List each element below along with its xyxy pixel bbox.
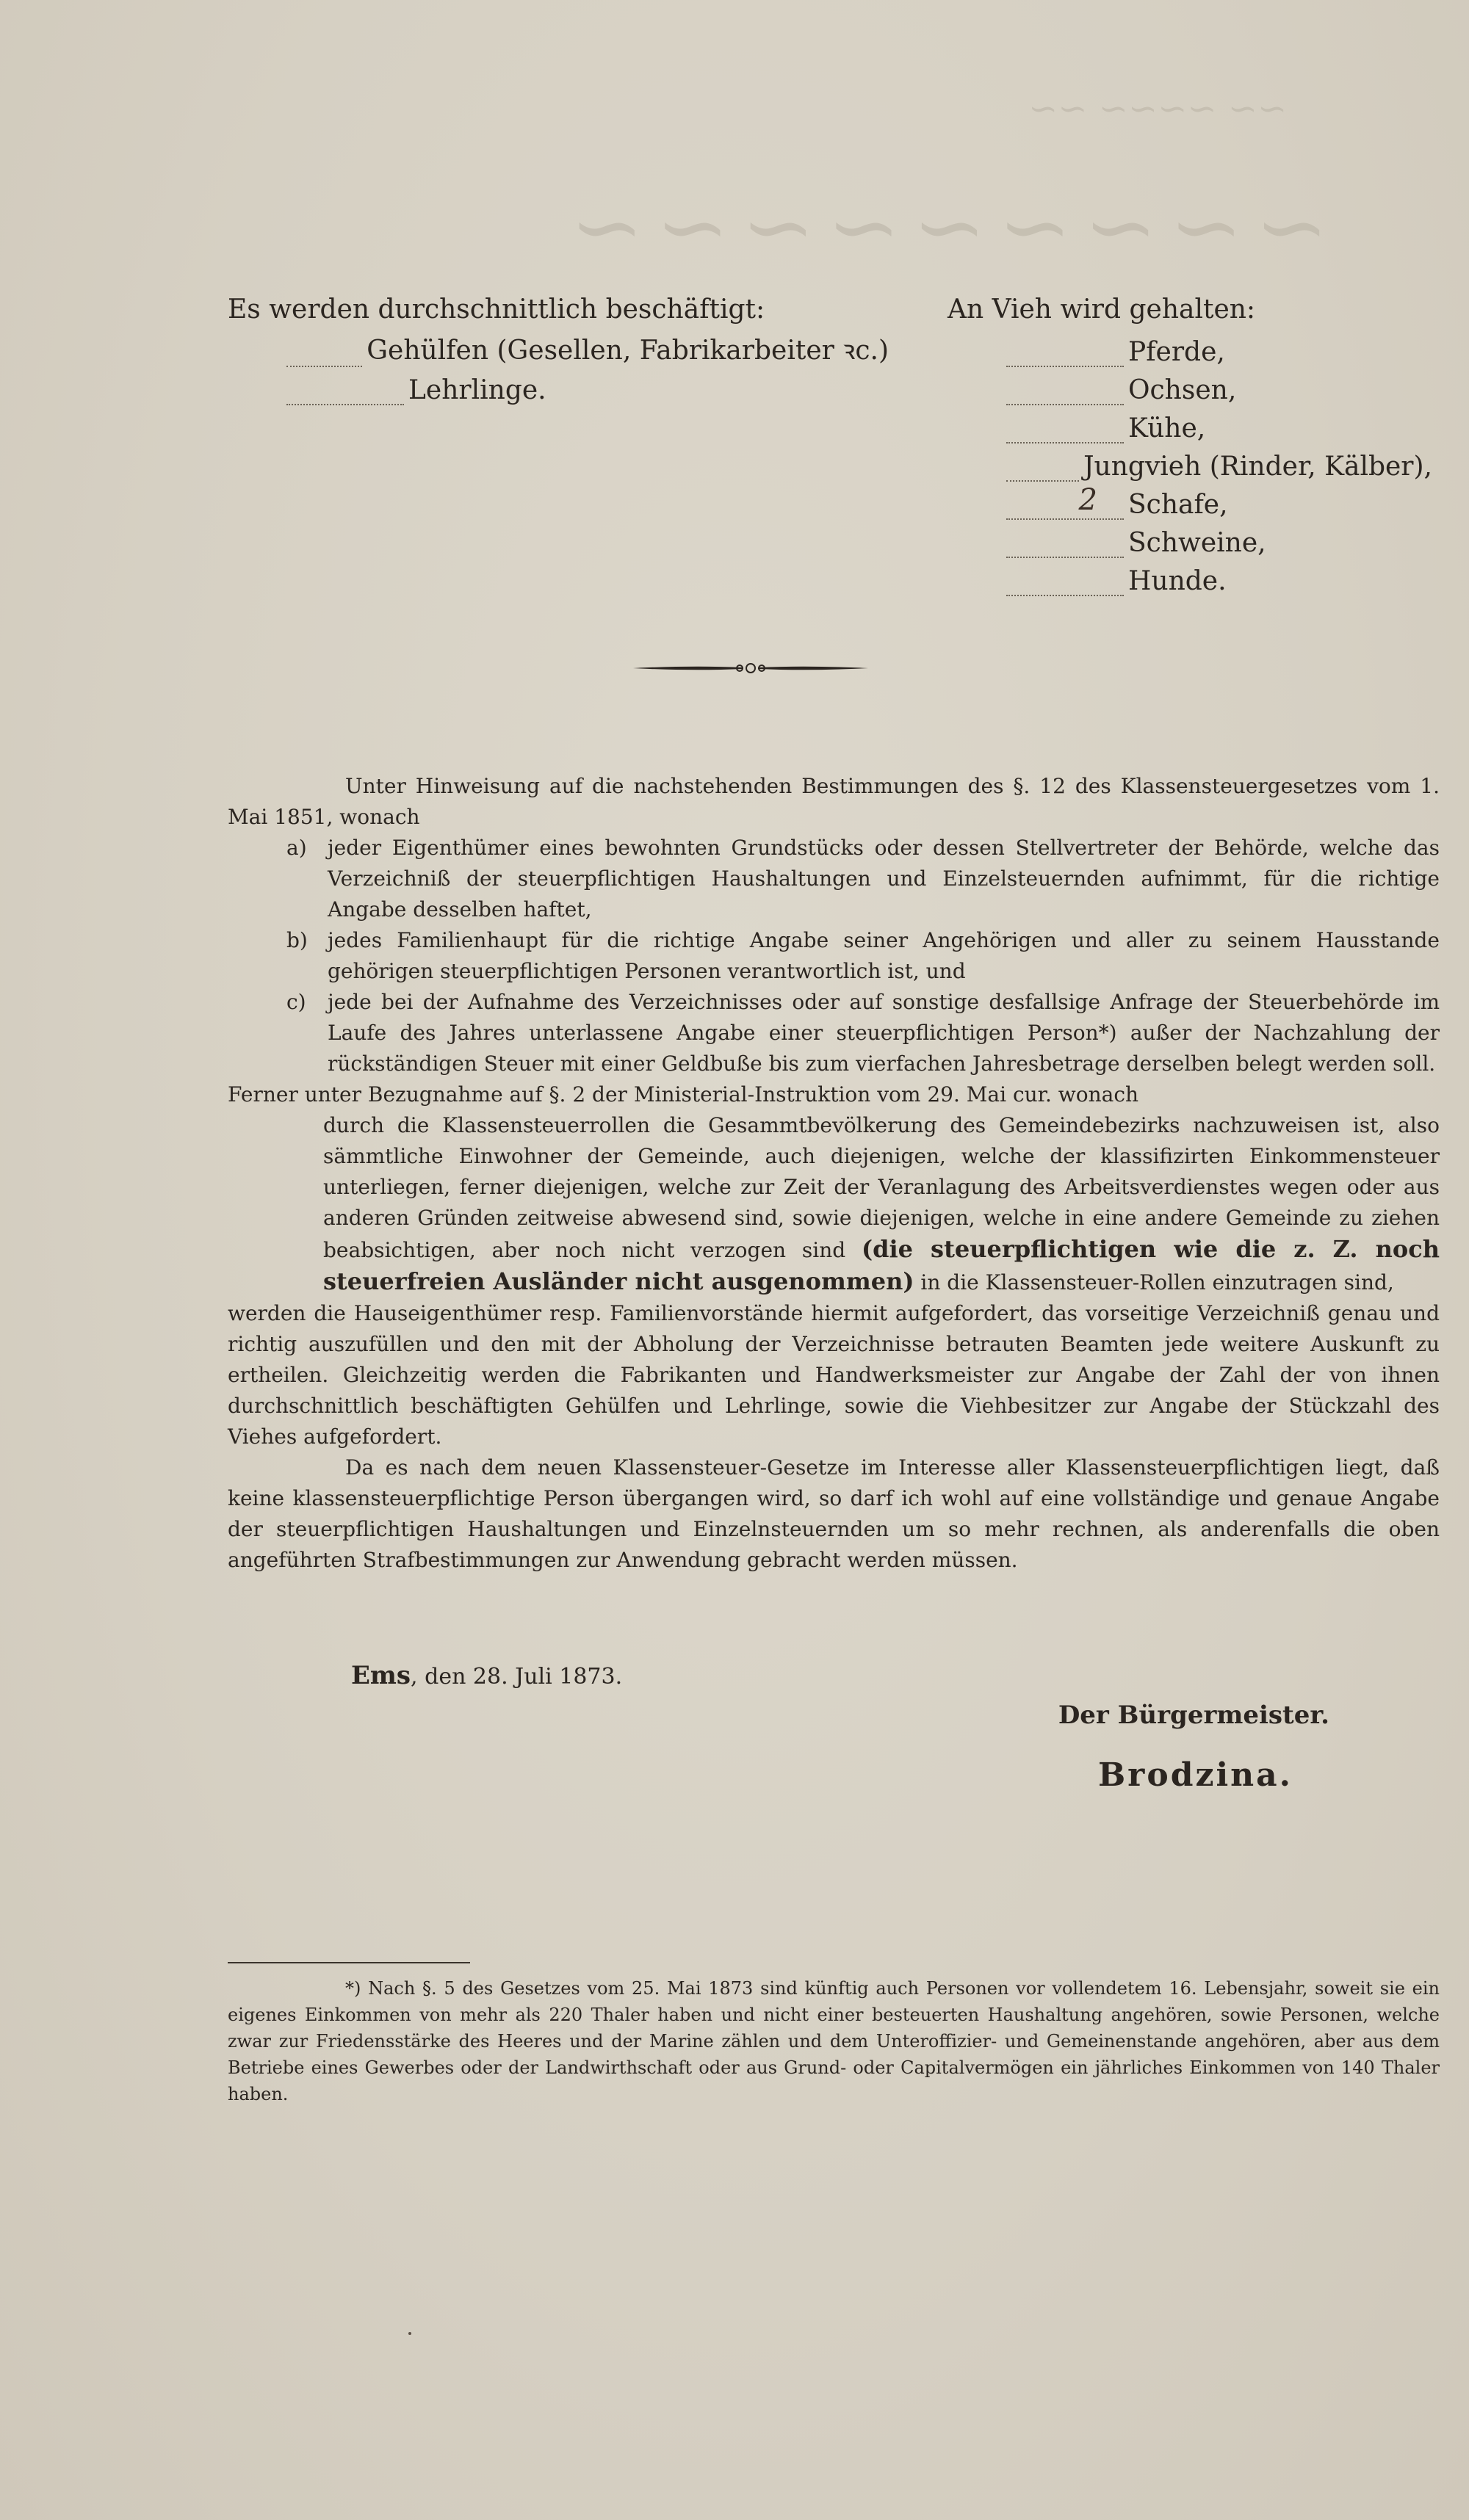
livestock-row [948,443,1432,482]
bleed-through-mark: ~~ ~~~~ ~~ [1028,88,1288,129]
paper-speck [408,2332,411,2335]
livestock-label: Schafe, [1128,490,1228,520]
ferner-paragraph: Ferner unter Bezugnahme auf §. 2 der Ministerial-Instruktion vom 29. Mai cur. wonach [228,1082,1139,1107]
journeymen-count-field[interactable] [286,347,362,367]
livestock-label: Schweine, [1128,528,1266,558]
employees-section [228,286,889,405]
livestock-row [948,367,1432,405]
livestock-row [948,520,1432,558]
employees-row [228,329,889,367]
provision-marker: a) [286,836,307,860]
livestock-row [948,329,1432,367]
provision-item [286,987,1440,1079]
provision-text: jeder Eigenthümer eines bewohnten Grundstücks oder dessen Stellvertreter der Behörde, welche das Verzeichniß der steuerpflichtigen Haushaltungen und Einzelsteuernden aufnimmt, für die richtige Angabe desselben haftet, [328,836,1440,922]
signatory-name: Brodzina. [1097,1756,1293,1794]
place-date [351,1661,622,1690]
instruction-text: durch die Klassensteuerrollen die Gesammtbevölkerung des Gemeindebezirks nachzuweisen ist, also sämmtliche Einwohner der Gemeinde, auch diejenigen, welche der klassifizirten Einkommensteuer unterliegen, ferner diejenigen, welche zur Zeit der Veranlagung des Arbeitsverdienstes wegen oder aus anderen Gründen zeitweise abwesend sind, sowie diejenigen, welche in eine andere Gemeinde zu ziehen beabsichtigen, aber noch nicht verzogen sind [323,1113,1440,1262]
livestock-count-field[interactable] [1006,347,1124,367]
bleed-through-heading: ~~~~~~~~~ [558,176,1329,278]
livestock-count-field[interactable] [1006,483,1124,520]
footnote: *) Nach §. 5 des Gesetzes vom 25. Mai 1873 sind künftig auch Personen vor vollendetem 16. Lebensjahr, soweit sie ein eigenes Einkommen von mehr als 220 Thaler haben und nicht einer besteuerten Haushaltung angehören, sowie Personen, welche zwar zur Friedensstärke des Heeres und der Marine zählen und dem Unteroffizier- und Gemeinenstande angehören, aber aus dem Betriebe eines Gewerbes oder der Landwirthschaft oder aus Grund- oder Capitalvermögen ein jährliches Einkommen von 140 Thaler haben. [228,1978,1440,2104]
provision-marker: c) [286,990,306,1014]
provision-item [286,833,1440,925]
apprentices-label: Lehrlinge. [408,375,546,405]
provision-text: jedes Familienhaupt für die richtige Angabe seiner Angehörigen und aller zu seinem Hausstande gehörigen steuerpflichtigen Personen verantwortlich ist, und [328,928,1440,983]
livestock-heading: An Vieh wird gehalten: [948,294,1256,325]
livestock-label: Jungvieh (Rinder, Kälber), [1083,452,1432,482]
livestock-count-field[interactable] [1006,576,1124,596]
provision-item [286,925,1440,987]
journeymen-label: Gehülfen (Gesellen, Fabrikarbeiter ꝛc.) [367,336,889,366]
werden-paragraph: werden die Hauseigenthümer resp. Familienvorstände hiermit aufgefordert, das vorseitige Verzeichniß genau und richtig auszufüllen und den mit der Abholung der Verzeichnisse betrauten Beamten jede weitere Auskunft zu ertheilen. Gleichzeitig werden die Fabrikanten und Handwerksmeister zur Angabe der Zahl der von ihnen durchschnittlich beschäftigten Gehülfen und Lehrlinge, sowie die Viehbesitzer zur Angabe der Stückzahl des Viehes aufgefordert. [228,1301,1440,1449]
office-title: Der Bürgermeister. [1058,1701,1329,1730]
provision-marker: b) [286,928,308,952]
livestock-label: Hunde. [1128,566,1227,596]
livestock-label: Ochsen, [1128,375,1237,405]
instruction-emphasis: (die steuerpflichtigen wie die z. Z. noch steuerfreien Ausländer nicht ausgenommen) [323,1235,1440,1295]
employees-heading: Es werden durchschnittlich beschäftigt: [228,294,765,325]
intro-paragraph: Unter Hinweisung auf die nachstehenden Bestimmungen des §. 12 des Klassensteuergesetzes vom 1. Mai 1851, wonach [228,774,1440,829]
employees-row [228,367,889,405]
provision-text: jede bei der Aufnahme des Verzeichnisses oder auf sonstige desfallsige Anfrage der Steuerbehörde im Laufe des Jahres unterlassene Angabe einer steuerpflichtigen Person*) außer der Nachzahlung der rückständigen Steuer mit einer Geldbuße bis zum vierfachen Jahresbetrage derselben belegt werden soll. [328,990,1440,1076]
livestock-row [948,482,1432,520]
livestock-row [948,405,1432,443]
livestock-count-field[interactable] [1006,461,1079,482]
ornament-divider [633,652,868,684]
instruction-text-end: in die Klassensteuer-Rollen einzutragen sind, [920,1270,1394,1295]
footnote-rule [228,1962,470,1963]
date-text: , den 28. Juli 1873. [411,1664,623,1690]
livestock-section [948,286,1432,596]
livestock-label: Kühe, [1128,413,1206,443]
regulations-text [228,771,1440,1576]
livestock-label: Pferde, [1128,337,1225,367]
place-name: Ems [351,1661,411,1690]
da-paragraph: Da es nach dem neuen Klassensteuer-Gesetze im Interesse aller Klassensteuerpflichtigen liegt, daß keine klassensteuerpflichtige Person übergangen wird, so darf ich wohl auf eine vollständige und genaue Angabe der steuerpflichtigen Haushaltungen und Einzelnsteuernden um so mehr rechnen, als anderenfalls die oben angeführten Strafbestimmungen zur Anwendung gebracht werden müssen. [228,1455,1440,1572]
livestock-count-field[interactable] [1006,423,1124,443]
instruction-block [323,1110,1440,1298]
livestock-row [948,558,1432,596]
handwritten-count: 2 [1078,483,1097,517]
apprentices-count-field[interactable] [286,385,404,405]
livestock-count-field[interactable] [1006,537,1124,558]
livestock-count-field[interactable] [1006,385,1124,405]
